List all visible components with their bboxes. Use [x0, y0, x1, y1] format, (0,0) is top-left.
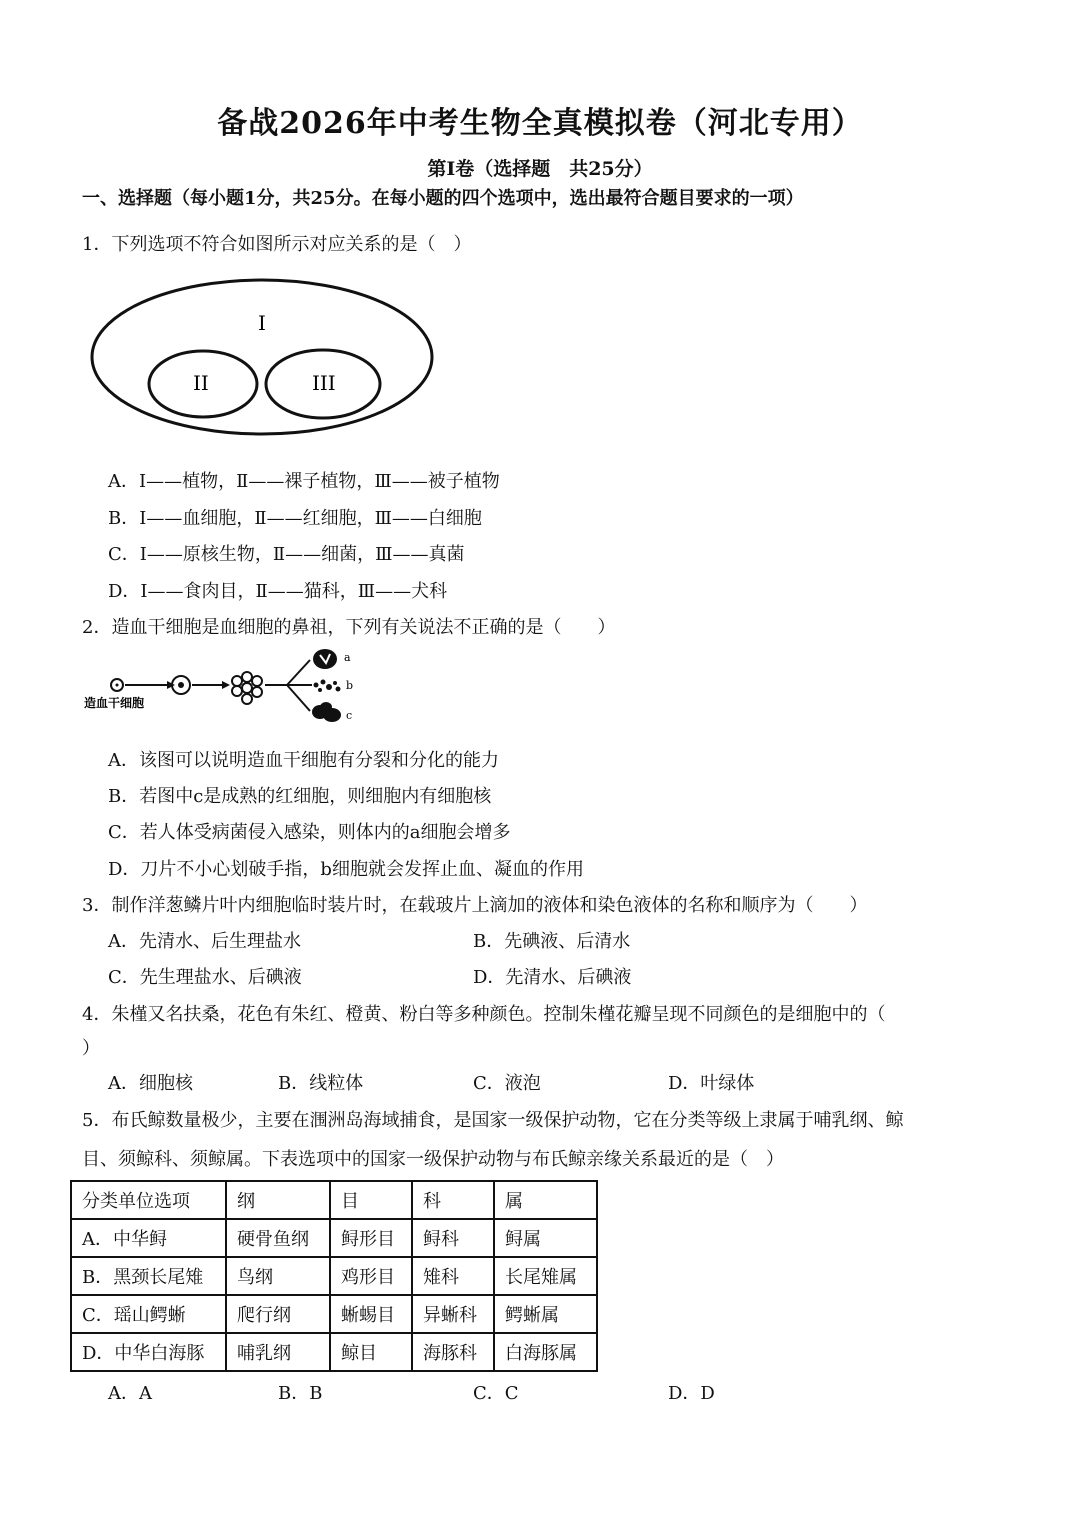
platelets-b [314, 680, 341, 693]
table-cell: D．中华白海豚 [71, 1333, 226, 1371]
venn-label-outer: I [258, 311, 266, 335]
q4-stem-line1: 4．朱槿又名扶桑，花色有朱红、橙黄、粉白等多种颜色。控制朱槿花瓣呈现不同颜色的是细胞中的（ [82, 1004, 886, 1025]
label-a: a [344, 651, 351, 664]
part-heading: 第I卷（选择题 共25分） [427, 158, 653, 180]
q1-venn-diagram [85, 275, 445, 440]
q1-option-d: D．Ⅰ——食肉目，Ⅱ——猫科，Ⅲ——犬科 [108, 581, 448, 602]
label-c: c [346, 709, 353, 722]
figure-caption: 造血干细胞 [84, 696, 145, 710]
table-cell: 雉科 [412, 1257, 494, 1295]
q2-stem: 2．造血干细胞是血细胞的鼻祖，下列有关说法不正确的是（ ） [82, 617, 616, 638]
dividing-cell-cluster [232, 672, 262, 704]
q4-option-a: A．细胞核 [108, 1073, 193, 1094]
table-row [71, 1333, 597, 1371]
q5-option-d: D．D [668, 1383, 715, 1404]
table-cell: 鸡形目 [330, 1257, 412, 1295]
table-cell: 蜥蜴目 [330, 1295, 412, 1333]
table-cell: A．中华鲟 [71, 1219, 226, 1257]
table-cell: 爬行纲 [226, 1295, 330, 1333]
table-cell: 鳄蜥属 [494, 1295, 597, 1333]
q1-option-b: B．Ⅰ——血细胞，Ⅱ——红细胞，Ⅲ——白细胞 [108, 508, 482, 529]
table-cell: 异蜥科 [412, 1295, 494, 1333]
q1-option-a: A．Ⅰ——植物，Ⅱ——裸子植物，Ⅲ——被子植物 [108, 471, 500, 492]
table-cell: 硬骨鱼纲 [226, 1219, 330, 1257]
q5-stem-line2: 目、须鲸科、须鲸属。下表选项中的国家一级保护动物与布氏鲸亲缘关系最近的是（ ） [82, 1149, 784, 1170]
venn-label-left: II [193, 371, 209, 395]
venn-label-right: III [312, 371, 336, 395]
q4-option-b: B．线粒体 [278, 1073, 364, 1094]
q5-option-b: B．B [278, 1383, 323, 1404]
q4-option-c: C．液泡 [473, 1073, 541, 1094]
q2-option-d: D．刀片不小心划破手指，b细胞就会发挥止血、凝血的作用 [108, 859, 584, 880]
table-header-cell: 纲 [226, 1181, 330, 1219]
q5-option-a: A．A [108, 1383, 152, 1404]
q3-stem: 3．制作洋葱鳞片叶内细胞临时装片时，在载玻片上滴加的液体和染色液体的名称和顺序为（ ） [82, 895, 868, 916]
q1-option-c: C．Ⅰ——原核生物，Ⅱ——细菌，Ⅲ——真菌 [108, 544, 465, 565]
table-row [71, 1219, 597, 1257]
label-b: b [346, 679, 354, 692]
table-cell: 鲟属 [494, 1219, 597, 1257]
table-row [71, 1257, 597, 1295]
q3-option-a: A．先清水、后生理盐水 [108, 931, 301, 952]
red-blood-cells-c [312, 702, 341, 722]
classification-table [70, 1180, 598, 1372]
q2-option-b: B．若图中c是成熟的红细胞，则细胞内有细胞核 [108, 786, 492, 807]
table-cell: 长尾雉属 [494, 1257, 597, 1295]
q4-option-d: D．叶绿体 [668, 1073, 755, 1094]
table-cell: 鲸目 [330, 1333, 412, 1371]
q5-stem-line1: 5．布氏鲸数量极少，主要在涠洲岛海域捕食，是国家一级保护动物，它在分类等级上隶属于哺乳纲、鲸 [82, 1110, 904, 1131]
table-header-row [71, 1181, 597, 1219]
page-title: 备战2026年中考生物全真模拟卷（河北专用） [217, 106, 863, 141]
table-cell: 海豚科 [412, 1333, 494, 1371]
q3-option-c: C．先生理盐水、后碘液 [108, 967, 302, 988]
q4-stem-line2: ） [82, 1038, 100, 1059]
table-header-cell: 科 [412, 1181, 494, 1219]
q2-stem-cell-figure [82, 645, 372, 730]
q3-option-b: B．先碘液、后清水 [473, 931, 631, 952]
table-cell: B．黑颈长尾雉 [71, 1257, 226, 1295]
table-header-cell: 分类单位选项 [71, 1181, 226, 1219]
section-heading: 一、选择题（每小题1分，共25分。在每小题的四个选项中，选出最符合题目要求的一项） [82, 188, 804, 209]
table-cell: C．瑶山鳄蜥 [71, 1295, 226, 1333]
table-cell: 白海豚属 [494, 1333, 597, 1371]
table-header-cell: 属 [494, 1181, 597, 1219]
table-cell: 鸟纲 [226, 1257, 330, 1295]
q2-option-c: C．若人体受病菌侵入感染，则体内的a细胞会增多 [108, 822, 511, 843]
white-blood-cell-a [313, 649, 337, 669]
q5-option-c: C．C [473, 1383, 519, 1404]
q2-option-a: A．该图可以说明造血干细胞有分裂和分化的能力 [108, 750, 499, 771]
q3-option-d: D．先清水、后碘液 [473, 967, 632, 988]
table-header-cell: 目 [330, 1181, 412, 1219]
table-cell: 哺乳纲 [226, 1333, 330, 1371]
table-cell: 鲟科 [412, 1219, 494, 1257]
q1-stem: 1．下列选项不符合如图所示对应关系的是（ ） [82, 234, 472, 255]
table-row [71, 1295, 597, 1333]
table-cell: 鲟形目 [330, 1219, 412, 1257]
